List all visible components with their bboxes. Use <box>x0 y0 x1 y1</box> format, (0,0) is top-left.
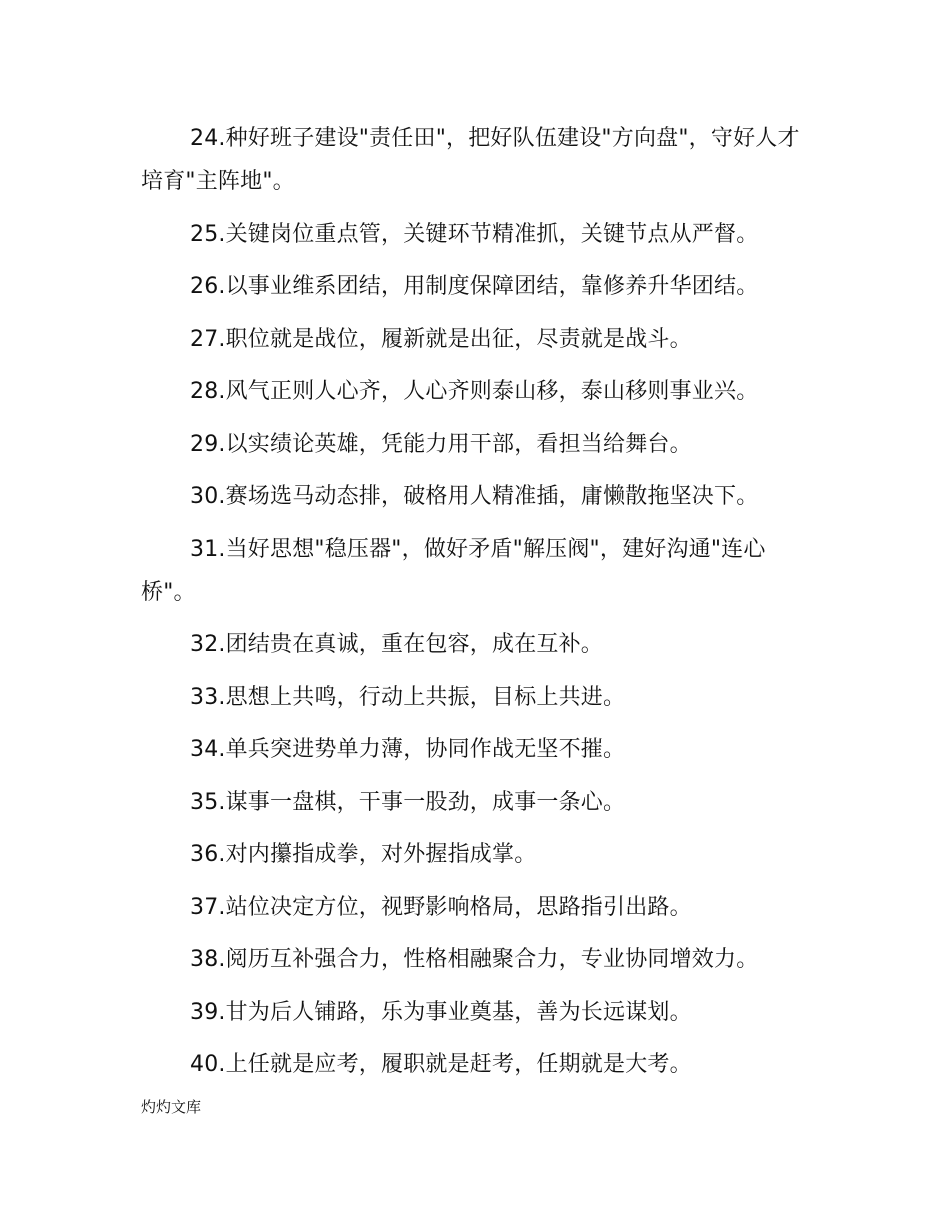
paragraph-40: 40.上任就是应考，履职就是赶考，任期就是大考。 <box>190 1052 692 1077</box>
paragraph-28: 28.风气正则人心齐，人心齐则泰山移，泰山移则事业兴。 <box>190 379 759 404</box>
paragraph-26: 26.以事业维系团结，用制度保障团结，靠修养升华团结。 <box>190 274 759 299</box>
paragraph-37: 37.站位决定方位，视野影响格局，思路指引出路。 <box>190 894 692 920</box>
document-body <box>141 117 813 1096</box>
paragraph-27: 27.职位就是战位，履新就是出征，尽责就是战斗。 <box>190 326 692 352</box>
paragraph-29: 29.以实绩论英雄，凭能力用干部，看担当给舞台。 <box>190 431 692 457</box>
paragraph-32: 32.团结贵在真诚，重在包容，成在互补。 <box>190 632 603 657</box>
paragraph-25: 25.关键岗位重点管，关键环节精准抓，关键节点从严督。 <box>190 221 759 247</box>
paragraph-36: 36.对内攥指成拳，对外握指成掌。 <box>190 842 537 867</box>
paragraph-33: 33.思想上共鸣，行动上共振，目标上共进。 <box>190 684 626 710</box>
paragraph-30: 30.赛场选马动态排，破格用人精准插，庸懒散拖坚决下。 <box>190 484 759 509</box>
footer-brand: 灼灼文库 <box>141 1098 202 1116</box>
paragraph-35: 35.谋事一盘棋，干事一股劲，成事一条心。 <box>190 789 626 815</box>
paragraph-31: 31.当好思想"稳压器"，做好矛盾"解压阀"，建好沟通"连心桥"。 <box>141 536 766 605</box>
paragraph-24: 24.种好班子建设"责任田"，把好队伍建设"方向盘"，守好人才培育"主阵地"。 <box>141 126 800 194</box>
paragraph-38: 38.阅历互补强合力，性格相融聚合力，专业协同增效力。 <box>190 947 759 972</box>
paragraph-39: 39.甘为后人铺路，乐为事业奠基，善为长远谋划。 <box>190 999 692 1025</box>
paragraph-34: 34.单兵突进势单力薄，协同作战无坚不摧。 <box>190 737 626 762</box>
